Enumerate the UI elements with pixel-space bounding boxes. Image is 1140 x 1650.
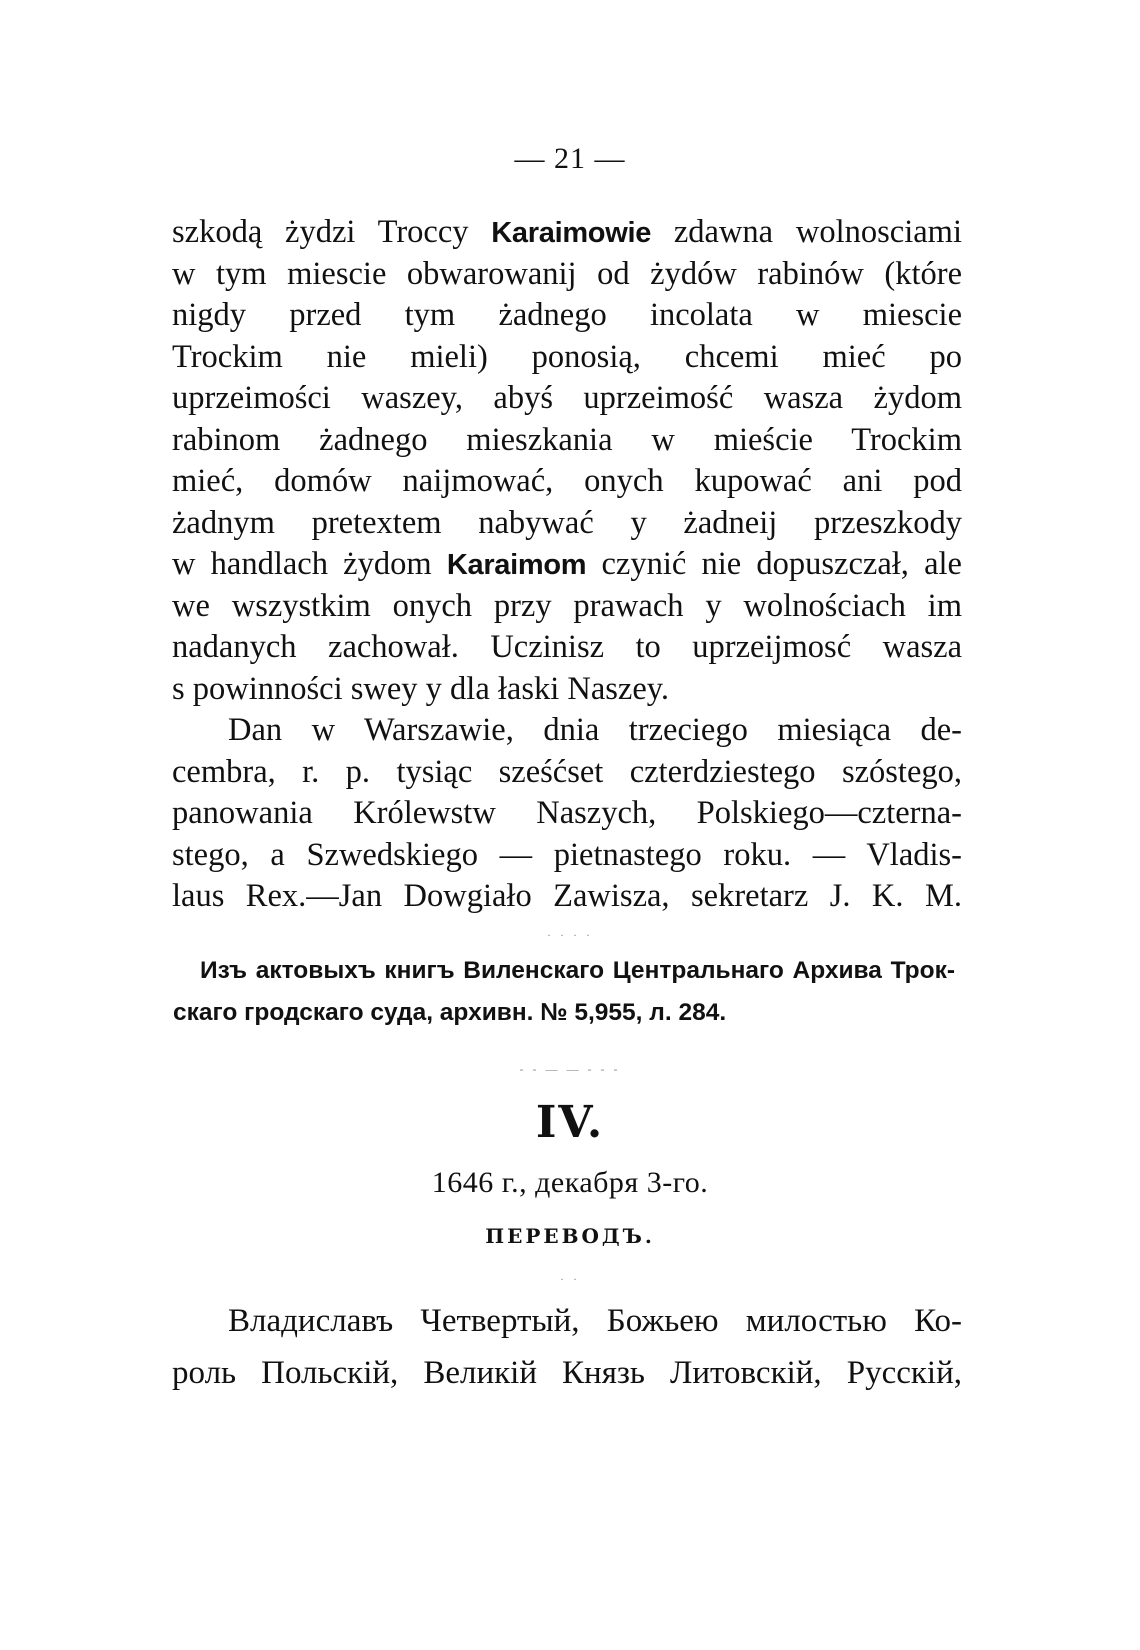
text-line: rabinom żadnego mieszkania w mieście Trockim bbox=[172, 421, 962, 458]
paragraph-1 bbox=[172, 212, 962, 710]
text-line bbox=[172, 544, 962, 586]
emphasized-word: Karaimowie bbox=[491, 217, 652, 249]
source-note bbox=[173, 950, 955, 1034]
separator-dashes: - - — — - - - bbox=[519, 1062, 621, 1076]
text-line: mieć, domów naijmować, onych kupować ani pod bbox=[172, 463, 962, 499]
translation-label: ПЕРЕВОДЪ. bbox=[485, 1224, 655, 1248]
note-line: скаго гродскаго суда, архивн. № 5,955, л. 284. bbox=[173, 999, 727, 1026]
text-line: s powinności swey y dla łaski Naszey. bbox=[172, 670, 670, 707]
text-segment: zdawna wolnosciami bbox=[651, 214, 962, 250]
polish-text-body bbox=[172, 212, 962, 918]
separator-dots: · · bbox=[560, 1272, 580, 1286]
text-line: cembra, r. p. tysiąc sześćset czterdziestego szóstego, bbox=[172, 753, 962, 790]
text-line: nigdy przed tym żadnego incolata w miescie bbox=[172, 297, 962, 333]
section-numeral: IV. bbox=[535, 1097, 605, 1148]
paragraph-2 bbox=[172, 710, 962, 918]
text-line: uprzeimości waszey, abyś uprzeimość wasza żydom bbox=[172, 380, 962, 416]
page-number: — 21 — bbox=[514, 142, 626, 175]
text-segment: szkodą żydzi Troccy bbox=[172, 214, 492, 250]
note-line: Изъ актовыхъ книгъ Виленскаго Центральнаго Архива Трок- bbox=[200, 957, 955, 984]
text-line: nadanych zachował. Uczinisz to uprzeijmosć wasza bbox=[172, 629, 962, 665]
text-line: żadnym pretextem nabywać y żadneij przeszkody bbox=[172, 504, 962, 541]
emphasized-word: Karaimom bbox=[446, 549, 587, 581]
text-segment: czynić nie dopuszczał, ale bbox=[586, 546, 962, 582]
text-line: Dan w Warszawie, dnia trzeciego miesiąca de- bbox=[228, 712, 962, 748]
text-line bbox=[172, 212, 962, 254]
russian-text-body bbox=[172, 1295, 962, 1399]
document-date: 1646 г., декабря 3-го. bbox=[431, 1166, 709, 1199]
text-line: we wszystkim onych przy prawach y wolnościach im bbox=[172, 587, 962, 624]
text-line: laus Rex.—Jan Dowgiało Zawisza, sekretarz J. K. M. bbox=[172, 878, 962, 914]
text-line: w tym miescie obwarowanij od żydów rabinów (które bbox=[172, 255, 962, 292]
text-line: Владиславъ Четвертый, Божьею милостью Ко- bbox=[228, 1303, 962, 1339]
text-line: Trockim nie mieli) ponosią, chcemi mieć po bbox=[172, 338, 962, 375]
text-line: stego, a Szwedskiego — pietnastego roku. — Vladis- bbox=[172, 836, 962, 873]
text-line: panowania Królewstw Naszych, Polskiego—czterna- bbox=[172, 795, 962, 831]
text-line: роль Польскій, Великій Князь Литовскій, Русскій, bbox=[172, 1355, 962, 1391]
text-segment: w handlach żydom bbox=[172, 546, 447, 582]
separator-dots: · · · · bbox=[547, 928, 593, 942]
